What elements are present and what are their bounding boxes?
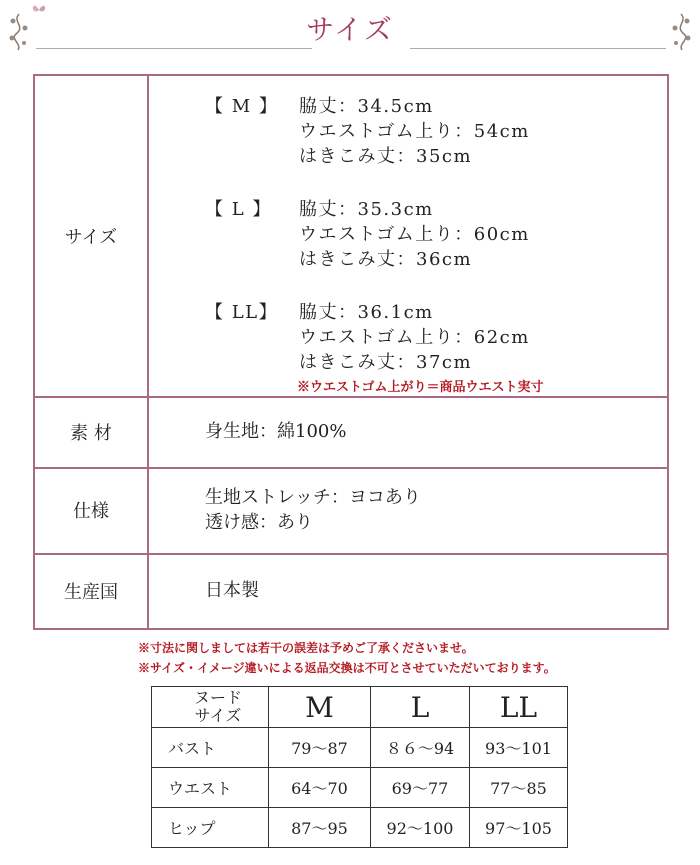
header-rule-right xyxy=(410,48,666,49)
origin-row xyxy=(35,553,667,628)
measure-line: ウエストゴム上り：62cm xyxy=(299,327,530,348)
spec-label: 仕様 xyxy=(35,467,149,553)
measure-line: 脇丈：36.1cm xyxy=(299,302,434,323)
size-name: 【 M 】 xyxy=(205,96,279,117)
nude-size-table xyxy=(151,686,568,848)
nude-table-header xyxy=(152,687,568,728)
table-row xyxy=(152,768,568,808)
waist-note: ※ウエストゴム上がり＝商品ウエスト実寸 xyxy=(297,380,544,395)
table-row xyxy=(152,728,568,768)
material-label: 素 材 xyxy=(35,396,149,467)
disclaimer-notes xyxy=(138,638,556,678)
column-header-l: L xyxy=(371,687,470,728)
size-name: 【 LL】 xyxy=(205,302,279,323)
measure-line: はきこみ丈：36cm xyxy=(299,249,473,270)
table-row xyxy=(152,808,568,848)
table-cell: 97〜105 xyxy=(470,808,568,848)
measure-line: はきこみ丈：35cm xyxy=(299,146,473,167)
nude-size-header-cell xyxy=(152,687,269,728)
table-cell: ８６〜94 xyxy=(371,728,470,768)
table-cell: 69〜77 xyxy=(371,768,470,808)
table-cell: 64〜70 xyxy=(269,768,371,808)
measure-line: 脇丈：34.5cm xyxy=(299,96,434,117)
size-name: 【 L 】 xyxy=(205,199,272,220)
row-label-bust: バスト xyxy=(152,728,269,768)
column-header-ll: LL xyxy=(470,687,568,728)
table-cell: 92〜100 xyxy=(371,808,470,848)
row-label-waist: ウエスト xyxy=(152,768,269,808)
size-row xyxy=(35,76,667,398)
origin-value: 日本製 xyxy=(205,580,259,601)
material-row xyxy=(35,396,667,469)
disclaimer-line: ※寸法に関しましては若干の誤差は予めご了承くださいませ。 xyxy=(138,641,474,655)
spec-line: 透け感：あり xyxy=(205,512,313,533)
spec-row xyxy=(35,467,667,555)
measure-line: 脇丈：35.3cm xyxy=(299,199,434,220)
material-value: 身生地：綿100% xyxy=(205,421,347,442)
page-title: サイズ xyxy=(306,13,394,46)
spec-line: 生地ストレッチ：ヨコあり xyxy=(205,487,421,508)
table-cell: 93〜101 xyxy=(470,728,568,768)
page-header xyxy=(0,0,700,56)
measure-line: ウエストゴム上り：60cm xyxy=(299,224,530,245)
spec-values xyxy=(205,485,421,535)
nude-header-line: ヌード xyxy=(193,688,242,707)
column-header-m: M xyxy=(269,687,371,728)
header-rule-left xyxy=(36,48,312,49)
origin-label: 生産国 xyxy=(35,553,149,628)
disclaimer-line: ※サイズ・イメージ違いによる返品交換は不可とさせていただいております。 xyxy=(138,661,556,675)
table-cell: 77〜85 xyxy=(470,768,568,808)
nude-header-line: サイズ xyxy=(194,706,242,725)
table-cell: 79〜87 xyxy=(269,728,371,768)
floral-ornament-right-icon xyxy=(666,12,696,52)
spec-table xyxy=(33,74,669,630)
size-label: サイズ xyxy=(35,76,149,396)
measure-line: ウエストゴム上り：54cm xyxy=(299,121,530,142)
row-label-hip: ヒップ xyxy=(152,808,269,848)
table-cell: 87〜95 xyxy=(269,808,371,848)
measure-line: はきこみ丈：37cm xyxy=(299,352,473,373)
